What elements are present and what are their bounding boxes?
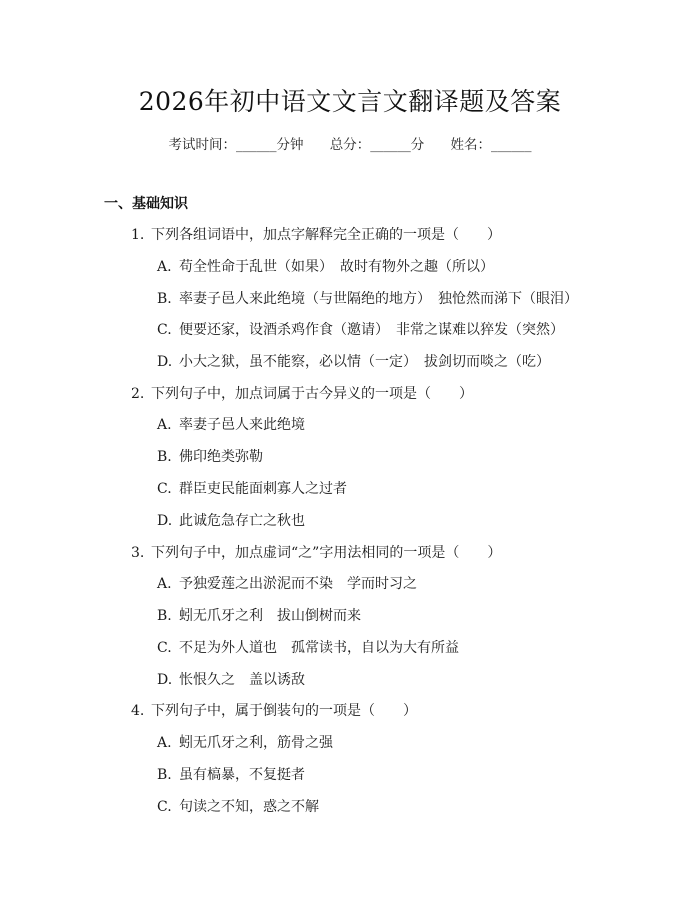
question-text: 下列各组词语中，加点字解释完全正确的一项是（ ） [151,227,501,243]
option-letter: C. [157,481,172,497]
question-1-option-d [157,351,550,371]
question-2-option-b [157,446,263,466]
question-number: 4. [131,703,145,719]
question-1-option-c [157,319,564,339]
total-score-field: 总分：______分 [329,137,425,153]
option-letter: D. [157,672,173,688]
option-text: 怅恨久之 盖以诱敌 [179,672,305,688]
question-1 [131,224,501,244]
option-text: 率妻子邑人来此绝境（与世隔绝的地方） 独怆然而涕下（眼泪） [179,291,578,307]
section-heading: 一、基础知识 [104,196,188,212]
option-text: 此诚危急存亡之秋也 [179,513,305,529]
question-4 [131,700,417,720]
question-4-option-c [157,796,319,816]
option-letter: D. [157,513,173,529]
option-letter: B. [157,449,172,465]
question-3-option-c [157,637,459,657]
question-2-option-c [157,478,347,498]
option-letter: A. [157,576,172,592]
student-name-field: 姓名：______ [450,137,532,153]
question-text: 下列句子中，属于倒装句的一项是（ ） [151,703,417,719]
question-number: 3. [131,545,145,561]
question-4-option-a [157,732,333,752]
question-2-option-d [157,510,305,530]
option-letter: A. [157,735,172,751]
option-letter: C. [157,640,172,656]
question-2 [131,383,473,403]
option-letter: D. [157,354,173,370]
question-1-option-a [157,256,494,276]
option-text: 蚓无爪牙之利 拔山倒树而来 [179,608,361,624]
option-text: 虽有槁暴，不复挺者 [179,767,305,783]
question-text: 下列句子中，加点虚词“之”字用法相同的一项是（ ） [151,545,502,561]
option-letter: B. [157,291,172,307]
option-letter: B. [157,767,172,783]
question-3-option-a [157,573,417,593]
option-text: 群臣吏民能面刺寡人之过者 [179,481,347,497]
question-2-option-a [157,414,305,434]
question-1-option-b [157,288,578,308]
question-number: 1. [131,227,145,243]
exam-meta [0,133,700,153]
option-letter: C. [157,799,172,815]
option-text: 句读之不知，惑之不解 [179,799,319,815]
option-text: 小大之狱，虽不能察，必以情（一定） 拔剑切而啖之（吃） [179,354,550,370]
option-text: 不足为外人道也 孤常读书，自以为大有所益 [179,640,459,656]
question-3-option-b [157,605,361,625]
question-3 [131,542,501,562]
option-letter: A. [157,259,172,275]
option-text: 率妻子邑人来此绝境 [179,417,305,433]
document-title: 2026年初中语文文言文翻译题及答案 [138,87,562,116]
question-3-option-d [157,669,305,689]
question-number: 2. [131,386,145,402]
option-text: 便要还家，设酒杀鸡作食（邀请） 非常之谋难以猝发（突然） [179,322,564,338]
option-text: 蚓无爪牙之利，筋骨之强 [179,735,333,751]
question-text: 下列句子中，加点词属于古今异义的一项是（ ） [151,386,473,402]
option-letter: B. [157,608,172,624]
option-text: 佛印绝类弥勒 [179,449,263,465]
option-letter: A. [157,417,172,433]
option-letter: C. [157,322,172,338]
option-text: 苟全性命于乱世（如果） 故时有物外之趣（所以） [179,259,494,275]
exam-time-field: 考试时间：______分钟 [168,137,304,153]
question-4-option-b [157,764,305,784]
option-text: 予独爱莲之出淤泥而不染 学而时习之 [179,576,417,592]
